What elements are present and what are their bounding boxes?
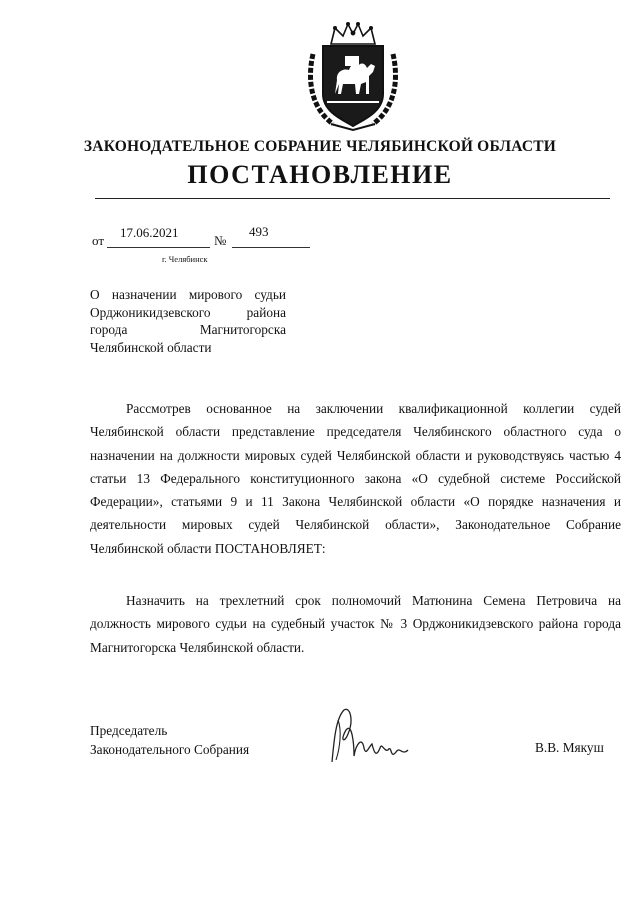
signature-icon xyxy=(318,700,438,780)
document-subject: О назначении мирового судьи Орджоникидзевского района города Магнитогорска Челябинской области xyxy=(90,287,286,355)
date-prefix: от xyxy=(92,233,105,248)
signatory-role-line-1: Председатель xyxy=(90,723,168,738)
signatory-name: В.В. Мякуш xyxy=(535,740,604,755)
header-divider xyxy=(95,198,610,199)
date-underline xyxy=(107,247,210,248)
body-paragraph: Рассмотрев основанное на заключении квалификационной коллегии судей Челябинской области представление председателя Челябинского областного суда о назначении на должности мировых судей Челябинской области и руководствуясь частью 4 статьи 13 Федерального конституционного закона «О судебной системе Российской Федерации», статьями 9 и 11 Закона Челябинской области «О порядке назначения и деятельности мировых судей Челябинской области», Законодательное Собрание Челябинской области ПОСТАНОВЛЯЕТ: xyxy=(90,401,621,556)
coat-of-arms-icon xyxy=(303,20,403,132)
city-label: г. Челябинск xyxy=(162,254,208,264)
resolution-paragraph: Назначить на трехлетний срок полномочий Матюнина Семена Петровича на должность мирового судьи на судебный участок № 3 Орджоникидзевского района города Магнитогорска Челябинской области. xyxy=(90,593,621,655)
document-title: ПОСТАНОВЛЕНИЕ xyxy=(187,160,453,189)
number-prefix: № xyxy=(214,233,227,248)
signatory-role-line-2: Законодательного Собрания xyxy=(90,742,250,757)
signatory-role xyxy=(90,721,249,759)
organization-name: ЗАКОНОДАТЕЛЬНОЕ СОБРАНИЕ ЧЕЛЯБИНСКОЙ ОБЛАСТИ xyxy=(83,138,557,155)
document-number: 493 xyxy=(249,224,269,239)
number-underline xyxy=(232,247,310,248)
document-date: 17.06.2021 xyxy=(120,225,179,240)
